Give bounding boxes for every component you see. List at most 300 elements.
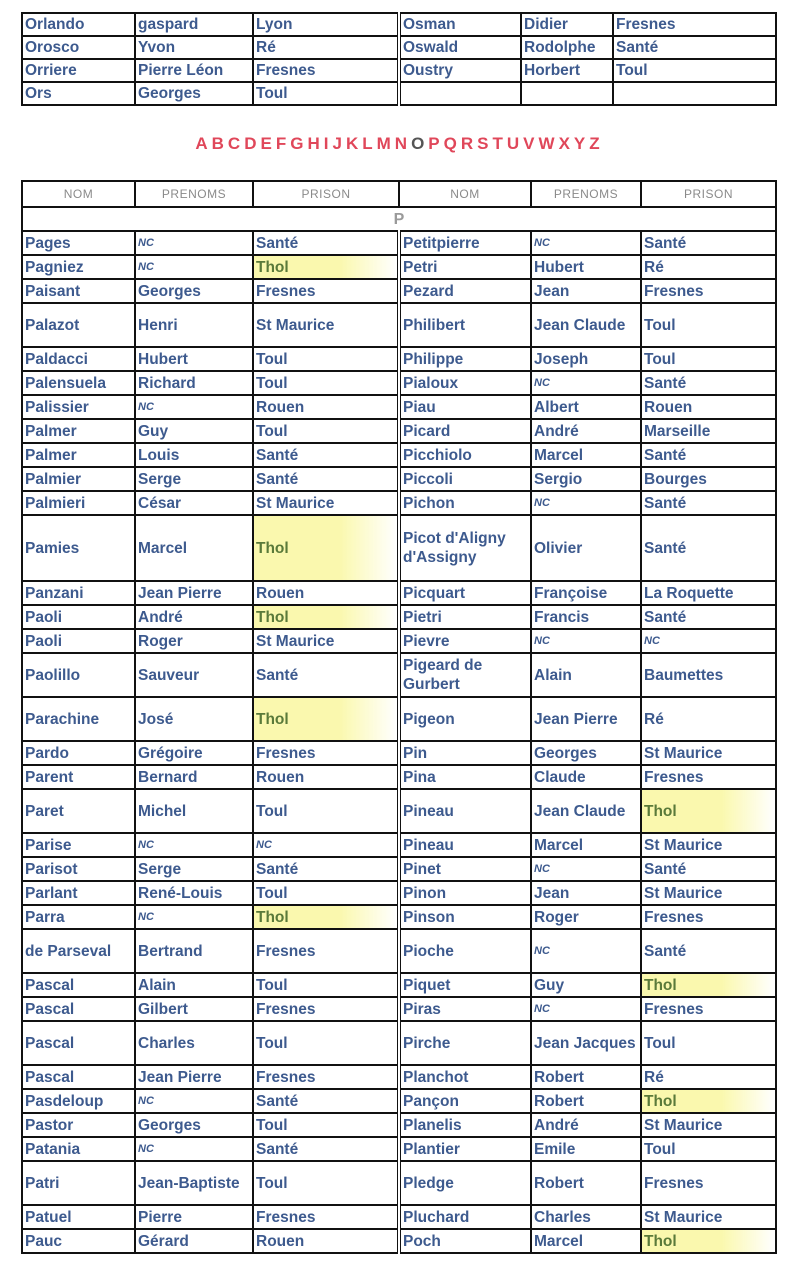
prenom-cell: Joseph (531, 347, 641, 371)
nom-cell: Palensuela (22, 371, 135, 395)
prison-cell: Fresnes (641, 279, 776, 303)
nom-cell: Patuel (22, 1205, 135, 1229)
alphabet-letter[interactable]: A (195, 134, 212, 153)
prenom-cell: Pierre (135, 1205, 253, 1229)
prenom-cell: Marcel (531, 833, 641, 857)
prison-cell: Santé (613, 36, 776, 59)
nom-cell: Pin (399, 741, 531, 765)
nom-cell: Parent (22, 765, 135, 789)
alphabet-letter[interactable]: P (428, 134, 444, 153)
prison-cell: Toul (613, 59, 776, 82)
prenom-cell: NC (531, 857, 641, 881)
prison-cell: Santé (641, 371, 776, 395)
prison-cell: Rouen (641, 395, 776, 419)
prison-cell: Ré (641, 1065, 776, 1089)
table-row (22, 905, 776, 929)
table-row (22, 1205, 776, 1229)
prenom-cell: NC (135, 231, 253, 255)
alphabet-letter[interactable]: B (211, 134, 228, 153)
prison-cell: Thol (253, 255, 399, 279)
prenom-cell: Jean Pierre (135, 1065, 253, 1089)
prenom-cell: Gilbert (135, 997, 253, 1021)
nom-cell: Oustry (399, 59, 521, 82)
prenom-cell: Sauveur (135, 653, 253, 697)
table-row (22, 419, 776, 443)
table-row (22, 1161, 776, 1205)
prison-cell: Santé (253, 231, 399, 255)
alphabet-letter[interactable]: K (345, 134, 363, 153)
prenom-cell: Michel (135, 789, 253, 833)
prenom-cell: Guy (135, 419, 253, 443)
table-row (22, 443, 776, 467)
table-row (22, 1065, 776, 1089)
prison-cell: Marseille (641, 419, 776, 443)
prenom-cell: Alain (135, 973, 253, 997)
alphabet-letter[interactable]: H (307, 134, 324, 153)
alphabet-letter[interactable]: N (394, 134, 412, 153)
prenom-cell: Robert (531, 1161, 641, 1205)
prison-cell: Santé (253, 467, 399, 491)
prenom-cell: NC (531, 371, 641, 395)
prenom-cell: Georges (531, 741, 641, 765)
table-row (22, 629, 776, 653)
header-prenoms-left: PRENOMS (135, 181, 253, 207)
prenom-cell (521, 82, 613, 105)
alphabet-letter[interactable]: F (275, 134, 291, 153)
nom-cell: Pichon (399, 491, 531, 515)
prison-cell: Thol (253, 697, 399, 741)
prenom-cell: NC (135, 833, 253, 857)
table-row (22, 1021, 776, 1065)
table-row (22, 765, 776, 789)
prison-cell: St Maurice (641, 833, 776, 857)
table-row (22, 605, 776, 629)
table-row (22, 741, 776, 765)
prison-cell: Fresnes (641, 905, 776, 929)
nom-cell: Paolillo (22, 653, 135, 697)
header-prison-right: PRISON (641, 181, 776, 207)
alphabet-letter[interactable]: W (538, 134, 559, 153)
prenom-cell: Georges (135, 82, 253, 105)
nom-cell: Poch (399, 1229, 531, 1253)
table-row (22, 973, 776, 997)
prenom-cell: Richard (135, 371, 253, 395)
prenom-cell: Jean Claude (531, 789, 641, 833)
prison-cell: Fresnes (641, 765, 776, 789)
prenom-cell: Bernard (135, 765, 253, 789)
prison-cell: Toul (641, 303, 776, 347)
prenom-cell: Sergio (531, 467, 641, 491)
prison-cell: Thol (253, 905, 399, 929)
prenom-cell: Charles (531, 1205, 641, 1229)
prenom-cell: Robert (531, 1065, 641, 1089)
table-row (22, 697, 776, 741)
nom-cell: Oswald (399, 36, 521, 59)
prenom-cell: NC (135, 1089, 253, 1113)
prenom-cell: NC (135, 905, 253, 929)
prenom-cell: Bertrand (135, 929, 253, 973)
top-row (22, 82, 776, 105)
prenom-cell: Pierre Léon (135, 59, 253, 82)
prenom-cell: Grégoire (135, 741, 253, 765)
nom-cell: Pançon (399, 1089, 531, 1113)
nom-cell: Pauc (22, 1229, 135, 1253)
prison-cell: Fresnes (253, 997, 399, 1021)
prison-cell: Thol (253, 605, 399, 629)
prison-cell: Bourges (641, 467, 776, 491)
prison-cell: Santé (641, 605, 776, 629)
prison-cell: Toul (253, 82, 399, 105)
prison-cell: Ré (641, 697, 776, 741)
prenom-cell: Hubert (135, 347, 253, 371)
prison-cell: Ré (253, 36, 399, 59)
nom-cell: Paret (22, 789, 135, 833)
nom-cell: Picard (399, 419, 531, 443)
nom-cell: Pascal (22, 1065, 135, 1089)
alphabet-letter[interactable]: X (558, 134, 574, 153)
prenom-cell: André (135, 605, 253, 629)
prison-cell (613, 82, 776, 105)
prenom-cell: Jean Pierre (135, 581, 253, 605)
table-row (22, 929, 776, 973)
prenom-cell: NC (531, 629, 641, 653)
prison-cell: Toul (641, 1021, 776, 1065)
prison-cell: Fresnes (253, 741, 399, 765)
table-row (22, 279, 776, 303)
prenom-cell: Jean (531, 279, 641, 303)
table-row (22, 789, 776, 833)
nom-cell: Patania (22, 1137, 135, 1161)
nom-cell: Petri (399, 255, 531, 279)
prenom-cell: Charles (135, 1021, 253, 1065)
prenom-cell: NC (135, 255, 253, 279)
nom-cell: Pledge (399, 1161, 531, 1205)
section-letter: P (22, 207, 776, 231)
table-row (22, 231, 776, 255)
prison-cell: Toul (641, 1137, 776, 1161)
prison-cell: Toul (253, 347, 399, 371)
prenom-cell: Francis (531, 605, 641, 629)
prenom-cell: Jean Pierre (531, 697, 641, 741)
prison-cell: St Maurice (253, 629, 399, 653)
nom-cell: Philibert (399, 303, 531, 347)
header-prison-left: PRISON (253, 181, 399, 207)
prenom-cell: Jean-Baptiste (135, 1161, 253, 1205)
prison-cell: Toul (253, 1021, 399, 1065)
nom-cell: Pineau (399, 789, 531, 833)
prenom-cell: Henri (135, 303, 253, 347)
alphabet-letter[interactable]: J (332, 134, 346, 153)
prenom-cell: Marcel (531, 443, 641, 467)
nom-cell: Palmier (22, 467, 135, 491)
nom-cell: Parise (22, 833, 135, 857)
nom-cell: Orriere (22, 59, 135, 82)
header-prenoms-right: PRENOMS (531, 181, 641, 207)
prison-cell: St Maurice (641, 741, 776, 765)
prison-cell: Santé (641, 929, 776, 973)
prenom-cell: André (531, 419, 641, 443)
alphabet-letter[interactable]: R (460, 134, 478, 153)
table-row (22, 303, 776, 347)
prenom-cell: Claude (531, 765, 641, 789)
nom-cell: Pineau (399, 833, 531, 857)
nom-cell: Planelis (399, 1113, 531, 1137)
nom-cell: Pascal (22, 973, 135, 997)
nom-cell: Pinson (399, 905, 531, 929)
prison-cell: Toul (253, 881, 399, 905)
prenom-cell: Serge (135, 857, 253, 881)
table-row (22, 347, 776, 371)
prison-cell: Santé (253, 1137, 399, 1161)
table-row (22, 1089, 776, 1113)
prison-cell: Santé (641, 443, 776, 467)
prenom-cell: Albert (531, 395, 641, 419)
top-table-body (22, 13, 776, 105)
prison-cell: Fresnes (253, 59, 399, 82)
header-nom-right: NOM (399, 181, 531, 207)
prison-cell: Thol (641, 1229, 776, 1253)
top-row (22, 13, 776, 36)
prison-cell: Toul (253, 419, 399, 443)
nom-cell: Piccoli (399, 467, 531, 491)
nom-cell: Piras (399, 997, 531, 1021)
nom-cell: Panzani (22, 581, 135, 605)
main-table-body (22, 231, 776, 1253)
nom-cell: Pietri (399, 605, 531, 629)
table-row (22, 1137, 776, 1161)
alphabet-letter[interactable]: D (244, 134, 261, 153)
nom-cell: Pluchard (399, 1205, 531, 1229)
alphabet-letter[interactable]: E (260, 134, 276, 153)
prison-cell: Toul (253, 789, 399, 833)
prison-cell: Toul (253, 973, 399, 997)
alphabet-letter[interactable]: G (290, 134, 308, 153)
nom-cell: Pioche (399, 929, 531, 973)
table-row (22, 881, 776, 905)
alphabet-letter[interactable]: O (411, 134, 429, 153)
prenom-cell: Louis (135, 443, 253, 467)
prenom-cell: André (531, 1113, 641, 1137)
nom-cell: Pages (22, 231, 135, 255)
prenom-cell: Olivier (531, 515, 641, 581)
alphabet-letter[interactable]: T (492, 134, 507, 153)
table-row (22, 515, 776, 581)
nom-cell: Pardo (22, 741, 135, 765)
nom-cell: Parachine (22, 697, 135, 741)
nom-cell: Pigeon (399, 697, 531, 741)
nom-cell: Orosco (22, 36, 135, 59)
prenom-cell: Jean Jacques (531, 1021, 641, 1065)
prison-cell: Fresnes (253, 929, 399, 973)
table-row (22, 581, 776, 605)
nom-cell: Orlando (22, 13, 135, 36)
prenom-cell: Roger (135, 629, 253, 653)
nom-cell: Philippe (399, 347, 531, 371)
alphabet-letter[interactable]: L (362, 134, 377, 153)
prenom-cell: Alain (531, 653, 641, 697)
prenom-cell: Didier (521, 13, 613, 36)
nom-cell: de Parseval (22, 929, 135, 973)
nom-cell: Petitpierre (399, 231, 531, 255)
prison-cell: Fresnes (613, 13, 776, 36)
prenom-cell: Rodolphe (521, 36, 613, 59)
top-row (22, 59, 776, 82)
prison-cell: Santé (253, 857, 399, 881)
nom-cell: Osman (399, 13, 521, 36)
prison-cell: Toul (253, 371, 399, 395)
prison-cell: St Maurice (641, 881, 776, 905)
alphabet-letter[interactable]: Z (589, 134, 604, 153)
nom-cell: Palmer (22, 443, 135, 467)
alphabet-letter[interactable]: Y (573, 134, 590, 153)
prison-cell: Thol (641, 1089, 776, 1113)
prenom-cell: NC (531, 997, 641, 1021)
prison-cell: St Maurice (253, 303, 399, 347)
nom-cell: Palmer (22, 419, 135, 443)
nom-cell: Picot d'Aligny d'Assigny (399, 515, 531, 581)
prison-cell: Fresnes (253, 1065, 399, 1089)
prison-cell: Rouen (253, 395, 399, 419)
prison-cell: Santé (641, 491, 776, 515)
prison-cell: Thol (253, 515, 399, 581)
nom-cell: Pascal (22, 997, 135, 1021)
alphabet-letter[interactable]: I (323, 134, 333, 153)
nom-cell: Picquart (399, 581, 531, 605)
nom-cell: Palissier (22, 395, 135, 419)
nom-cell: Plantier (399, 1137, 531, 1161)
prison-cell: Baumettes (641, 653, 776, 697)
alphabet-letter[interactable]: Q (443, 134, 461, 153)
table-row (22, 1113, 776, 1137)
prenom-cell: NC (531, 491, 641, 515)
prenom-cell: NC (531, 231, 641, 255)
alphabet-letter[interactable]: S (477, 134, 493, 153)
table-row (22, 255, 776, 279)
prison-cell: Lyon (253, 13, 399, 36)
prenom-cell: Horbert (521, 59, 613, 82)
prison-cell: Fresnes (641, 997, 776, 1021)
alphabet-letter[interactable]: U (506, 134, 524, 153)
table-row (22, 395, 776, 419)
nom-cell: Palmieri (22, 491, 135, 515)
prenom-cell: Hubert (531, 255, 641, 279)
prenom-cell: Emile (531, 1137, 641, 1161)
prenom-cell: Marcel (531, 1229, 641, 1253)
nom-cell: Paoli (22, 605, 135, 629)
nom-cell: Palazot (22, 303, 135, 347)
table-row (22, 371, 776, 395)
prenom-cell: Gérard (135, 1229, 253, 1253)
table-row (22, 491, 776, 515)
main-table (21, 180, 777, 1254)
prison-cell: Rouen (253, 1229, 399, 1253)
prenom-cell: Jean Claude (531, 303, 641, 347)
nom-cell: Parra (22, 905, 135, 929)
prison-cell: Toul (253, 1113, 399, 1137)
prenom-cell: Roger (531, 905, 641, 929)
alphabet-index (0, 134, 799, 154)
prenom-cell: Jean (531, 881, 641, 905)
nom-cell: Pagniez (22, 255, 135, 279)
prenom-cell: Françoise (531, 581, 641, 605)
nom-cell: Patri (22, 1161, 135, 1205)
nom-cell: Paldacci (22, 347, 135, 371)
prison-cell: Thol (641, 973, 776, 997)
prison-cell: NC (641, 629, 776, 653)
nom-cell: Paoli (22, 629, 135, 653)
nom-cell: Pinon (399, 881, 531, 905)
prenom-cell: Robert (531, 1089, 641, 1113)
nom-cell: Pirche (399, 1021, 531, 1065)
prison-cell: Thol (641, 789, 776, 833)
prison-cell: Toul (641, 347, 776, 371)
prenom-cell: José (135, 697, 253, 741)
prison-cell: Santé (253, 443, 399, 467)
alphabet-letter[interactable]: V (523, 134, 539, 153)
top-table (21, 12, 777, 106)
prison-cell: Santé (641, 857, 776, 881)
prison-cell: St Maurice (641, 1205, 776, 1229)
nom-cell: Pezard (399, 279, 531, 303)
table-row (22, 1229, 776, 1253)
nom-cell: Pascal (22, 1021, 135, 1065)
nom-cell: Parisot (22, 857, 135, 881)
prenom-cell: Marcel (135, 515, 253, 581)
prison-cell: Fresnes (253, 1205, 399, 1229)
nom-cell: Pastor (22, 1113, 135, 1137)
prison-cell: La Roquette (641, 581, 776, 605)
header-nom-left: NOM (22, 181, 135, 207)
nom-cell: Piquet (399, 973, 531, 997)
prenom-cell: NC (135, 1137, 253, 1161)
section-row (22, 207, 776, 231)
prison-cell: Fresnes (253, 279, 399, 303)
prison-cell: Ré (641, 255, 776, 279)
table-row (22, 653, 776, 697)
prenom-cell: Georges (135, 279, 253, 303)
prison-cell: NC (253, 833, 399, 857)
nom-cell: Planchot (399, 1065, 531, 1089)
nom-cell (399, 82, 521, 105)
nom-cell: Pasdeloup (22, 1089, 135, 1113)
prison-cell: St Maurice (253, 491, 399, 515)
table-row (22, 833, 776, 857)
prison-cell: St Maurice (641, 1113, 776, 1137)
prison-cell: Fresnes (641, 1161, 776, 1205)
nom-cell: Ors (22, 82, 135, 105)
prison-cell: Rouen (253, 765, 399, 789)
prenom-cell: NC (135, 395, 253, 419)
nom-cell: Pamies (22, 515, 135, 581)
top-row (22, 36, 776, 59)
table-row (22, 467, 776, 491)
prison-cell: Santé (641, 231, 776, 255)
nom-cell: Parlant (22, 881, 135, 905)
prison-cell: Santé (641, 515, 776, 581)
prison-cell: Toul (253, 1161, 399, 1205)
table-row (22, 997, 776, 1021)
nom-cell: Pina (399, 765, 531, 789)
prenom-cell: César (135, 491, 253, 515)
nom-cell: Pievre (399, 629, 531, 653)
prenom-cell: NC (531, 929, 641, 973)
prenom-cell: Serge (135, 467, 253, 491)
prenom-cell: gaspard (135, 13, 253, 36)
alphabet-letter[interactable]: C (227, 134, 245, 153)
table-row (22, 857, 776, 881)
prenom-cell: Yvon (135, 36, 253, 59)
alphabet-letter[interactable]: M (376, 134, 395, 153)
